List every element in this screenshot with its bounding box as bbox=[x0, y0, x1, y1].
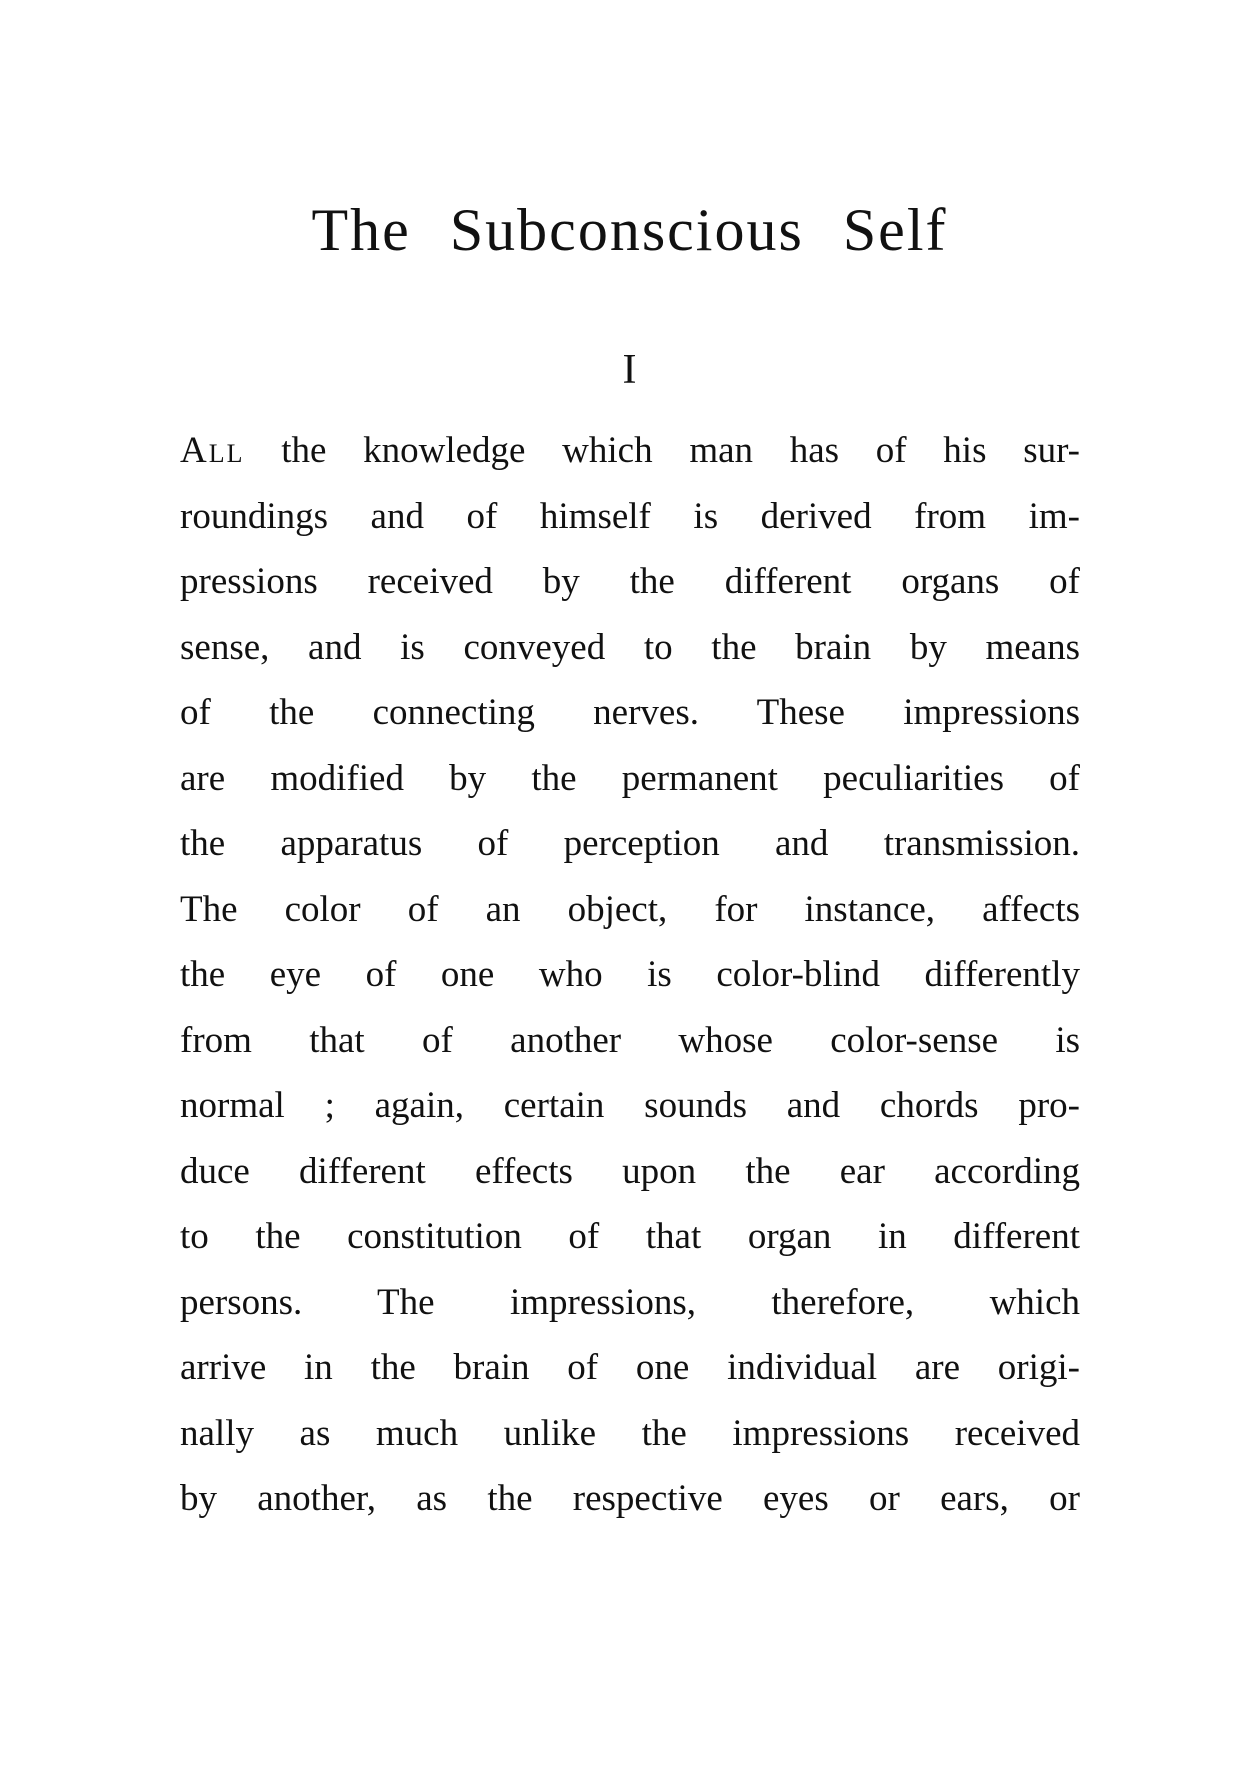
text-line: are modified by the permanent peculiarities of bbox=[180, 757, 1080, 799]
text-line: normal ; again, certain sounds and chords pro- bbox=[180, 1085, 1080, 1126]
body-paragraph bbox=[180, 418, 1080, 1532]
text-line: The color of an object, for instance, affects bbox=[180, 888, 1080, 930]
text-line: of the connecting nerves. These impressions bbox=[180, 692, 1080, 733]
text-line: persons. The impressions, therefore, which bbox=[180, 1281, 1080, 1323]
text-line: roundings and of himself is derived from im- bbox=[180, 495, 1080, 537]
text-line: arrive in the brain of one individual are origi- bbox=[180, 1347, 1080, 1388]
chapter-title: The Subconscious Self bbox=[311, 197, 948, 263]
text-line: from that of another whose color-sense is bbox=[180, 1019, 1080, 1061]
opening-word: All bbox=[180, 430, 245, 471]
text-line: sense, and is conveyed to the brain by means bbox=[180, 626, 1080, 668]
text-line: All the knowledge which man has of his sur- bbox=[180, 430, 1081, 471]
text-line: pressions received by the different organs of bbox=[180, 561, 1080, 602]
text-line: nally as much unlike the impressions received bbox=[180, 1412, 1080, 1454]
text-line: to the constitution of that organ in different bbox=[180, 1216, 1080, 1257]
text-line: the apparatus of perception and transmission. bbox=[180, 823, 1080, 864]
text-line: by another, as the respective eyes or ears, or bbox=[180, 1478, 1080, 1519]
section-number: I bbox=[622, 347, 637, 393]
text-line: the eye of one who is color-blind differently bbox=[180, 954, 1080, 995]
text-line: duce different effects upon the ear according bbox=[180, 1150, 1080, 1192]
